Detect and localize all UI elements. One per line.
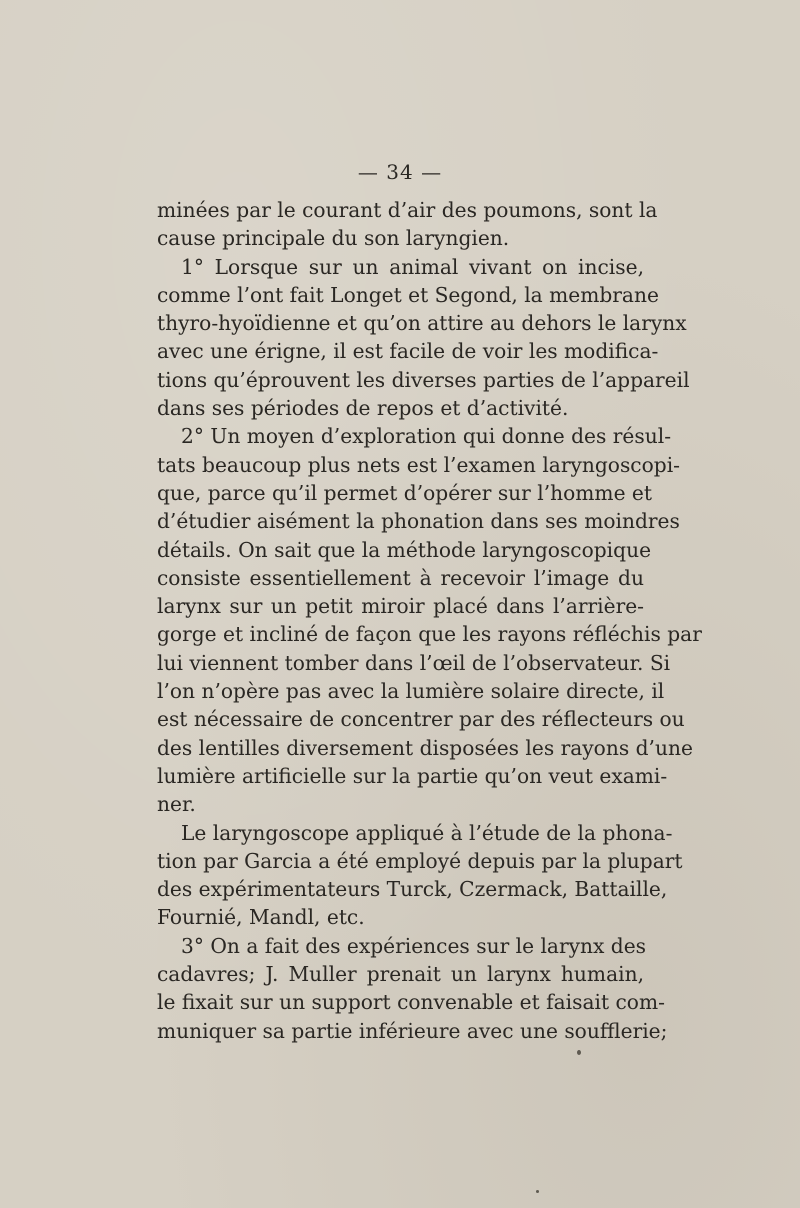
text-line: thyro-hyoïdienne et qu’on attire au dehors le larynx <box>157 311 687 336</box>
text-line: minées par le courant d’air des poumons, sont la <box>157 198 658 222</box>
text-line: avec une érigne, il est facile de voir les modifica- <box>157 339 659 364</box>
text-line: d’étudier aisément la phonation dans ses moindres <box>157 509 680 534</box>
text-line: Le laryngoscope appliqué à l’étude de la phona- <box>181 820 673 845</box>
text-line: tion par Garcia a été employé depuis par la plupart <box>157 848 683 873</box>
page-number: — 34 — <box>357 160 443 184</box>
text-line: des expérimentateurs Turck, Czermack, Battaille, <box>157 877 668 902</box>
text-line: muniquer sa partie inférieure avec une soufflerie; <box>157 1018 668 1043</box>
text-line: tions qu’éprouvent les diverses parties de l’appareil <box>157 367 690 392</box>
text-line: ner. <box>157 792 196 817</box>
text-line: cadavres; J. Muller prenait un larynx humain, <box>157 962 644 987</box>
text-line: 3° On a fait des expériences sur le larynx des <box>181 933 647 958</box>
text-line: le fixait sur un support convenable et faisait com- <box>157 990 665 1015</box>
text-line: gorge et incliné de façon que les rayons réfléchis par <box>157 622 702 647</box>
text-line: l’on n’opère pas avec la lumière solaire directe, il <box>157 679 665 704</box>
text-line: tats beaucoup plus nets est l’examen laryngoscopi- <box>157 452 680 477</box>
ink-speck <box>577 1050 581 1055</box>
text-line: dans ses périodes de repos et d’activité. <box>157 396 569 421</box>
text-line: lumière artificielle sur la partie qu’on veut exami- <box>157 763 668 788</box>
text-line: est nécessaire de concentrer par des réflecteurs ou <box>157 707 685 732</box>
body-text <box>157 196 702 1045</box>
text-line: consiste essentiellement à recevoir l’image du <box>157 565 644 590</box>
text-line: larynx sur un petit miroir placé dans l’arrière- <box>157 594 644 619</box>
text-line: des lentilles diversement disposées les rayons d’une <box>157 735 693 760</box>
text-line: que, parce qu’il permet d’opérer sur l’homme et <box>157 480 652 505</box>
text-line: comme l’ont fait Longet et Segond, la membrane <box>157 282 659 307</box>
text-line: détails. On sait que la méthode laryngoscopique <box>157 537 652 562</box>
text-line: 2° Un moyen d’exploration qui donne des résul- <box>181 424 672 449</box>
text-line: Fournié, Mandl, etc. <box>157 905 365 930</box>
ink-speck <box>536 1190 539 1193</box>
text-line: cause principale du son laryngien. <box>157 226 510 251</box>
text-line: lui viennent tomber dans l’œil de l’observateur. Si <box>157 650 671 675</box>
text-line: 1° Lorsque sur un animal vivant on incise, <box>181 254 644 279</box>
